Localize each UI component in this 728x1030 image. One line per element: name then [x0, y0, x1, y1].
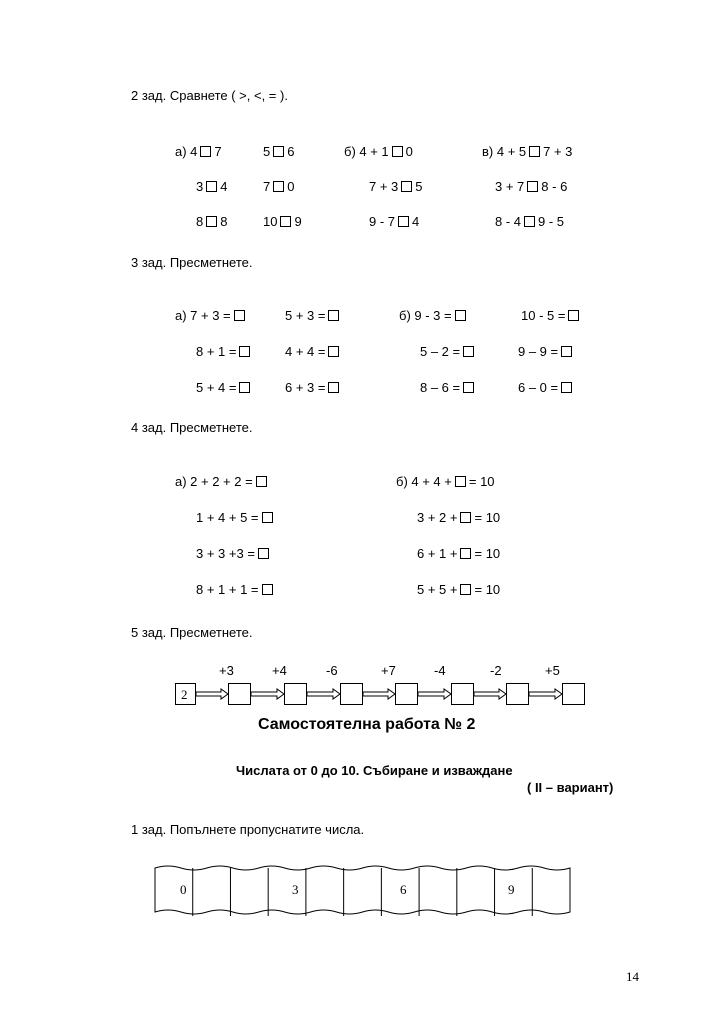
operation-label: -6	[326, 663, 338, 678]
strip-number: 3	[292, 882, 299, 897]
sum-expression: а) 2 + 2 + 2 =	[175, 474, 253, 489]
addend-expression: 3 + 2 +	[417, 510, 458, 525]
task1-heading: 1 зад. Попълнете пропуснатите числа.	[131, 822, 365, 837]
compare-right: 5	[415, 179, 423, 194]
strip-number: 9	[508, 882, 515, 897]
compare-right: 0	[287, 179, 295, 194]
compare-left: б) 4 + 1	[344, 144, 389, 159]
compare-right: 8 - 6	[541, 179, 568, 194]
work-variant: ( II – вариант)	[527, 780, 614, 795]
compare-left: 9 - 7	[369, 214, 396, 229]
addend-result: = 10	[474, 510, 501, 525]
compare-left: 8	[196, 214, 204, 229]
sum-expression: 3 + 3 +3 =	[196, 546, 255, 561]
task4-heading: 4 зад. Пресметнете.	[131, 420, 253, 435]
work-title: Самостоятелна работа № 2	[258, 716, 476, 733]
work-subtitle: Числата от 0 до 10. Събиране и изваждане	[236, 763, 513, 778]
sum-expression: 1 + 4 + 5 =	[196, 510, 259, 525]
compare-left: 5	[263, 144, 271, 159]
task2-heading: 2 зад. Сравнете ( >, <, = ).	[131, 88, 288, 103]
compare-right: 0	[405, 144, 413, 159]
compare-left: в) 4 + 5	[482, 144, 527, 159]
compare-right: 6	[287, 144, 295, 159]
calc-expression: 6 – 0 =	[518, 380, 559, 395]
page-number: 14	[626, 969, 639, 984]
addend-expression: б) 4 + 4 +	[396, 474, 452, 489]
addend-expression: 5 + 5 +	[417, 582, 458, 597]
calc-expression: 8 – 6 =	[420, 380, 461, 395]
addend-result: = 10	[474, 582, 501, 597]
compare-right: 9 - 5	[538, 214, 565, 229]
calc-expression: 4 + 4 =	[285, 344, 326, 359]
addend-result: = 10	[468, 474, 495, 489]
operation-label: +5	[545, 663, 560, 678]
operation-label: +7	[381, 663, 396, 678]
task5-heading: 5 зад. Пресметнете.	[131, 625, 253, 640]
operation-label: +4	[272, 663, 287, 678]
calc-expression: 6 + 3 =	[285, 380, 326, 395]
compare-left: а) 4	[175, 144, 198, 159]
strip-number: 6	[400, 882, 407, 897]
calc-expression: 5 + 4 =	[196, 380, 237, 395]
sum-expression: 8 + 1 + 1 =	[196, 582, 259, 597]
compare-right: 7 + 3	[543, 144, 573, 159]
addend-result: = 10	[474, 546, 501, 561]
calc-expression: а) 7 + 3 =	[175, 308, 231, 323]
task3-heading: 3 зад. Пресметнете.	[131, 255, 253, 270]
calc-expression: 5 – 2 =	[420, 344, 461, 359]
compare-left: 7	[263, 179, 271, 194]
calc-expression: 5 + 3 =	[285, 308, 326, 323]
compare-right: 4	[220, 179, 228, 194]
strip-number: 0	[180, 882, 187, 897]
calc-expression: б) 9 - 3 =	[399, 308, 452, 323]
addend-expression: 6 + 1 +	[417, 546, 458, 561]
operation-label: -2	[490, 663, 502, 678]
operation-label: +3	[219, 663, 234, 678]
compare-left: 7 + 3	[369, 179, 399, 194]
compare-right: 9	[294, 214, 302, 229]
start-number: 2	[181, 687, 188, 702]
compare-left: 8 - 4	[495, 214, 522, 229]
calc-expression: 9 – 9 =	[518, 344, 559, 359]
compare-left: 10	[263, 214, 278, 229]
operation-label: -4	[434, 663, 446, 678]
calc-expression: 10 - 5 =	[521, 308, 566, 323]
compare-right: 7	[214, 144, 222, 159]
compare-right: 8	[220, 214, 228, 229]
compare-right: 4	[412, 214, 420, 229]
calc-expression: 8 + 1 =	[196, 344, 237, 359]
compare-left: 3	[196, 179, 204, 194]
compare-left: 3 + 7	[495, 179, 525, 194]
